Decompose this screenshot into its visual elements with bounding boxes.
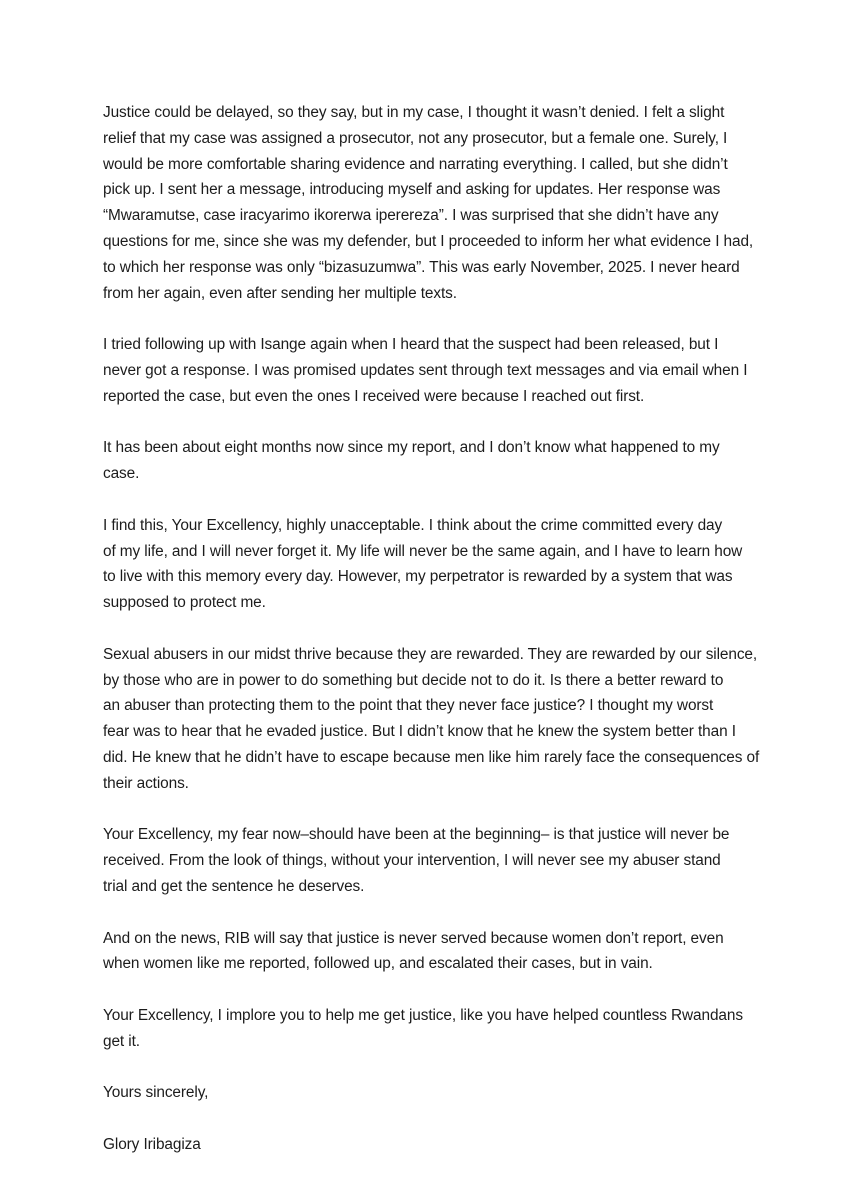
paragraph-line: an abuser than protecting them to the point that they never face justice? I thought my worst xyxy=(103,697,714,715)
letter-paragraph xyxy=(103,332,763,409)
letter-closing: Yours sincerely, xyxy=(103,1084,209,1102)
paragraph-line: when women like me reported, followed up, and escalated their cases, but in vain. xyxy=(103,955,653,973)
paragraph-line: And on the news, RIB will say that justice is never served because women don’t report, even xyxy=(103,929,724,947)
letter-paragraph xyxy=(103,642,763,797)
paragraph-line: “Mwaramutse, case iracyarimo ikorerwa iperereza”. I was surprised that she didn’t have any xyxy=(103,207,719,225)
letter-signature: Glory Iribagiza xyxy=(103,1135,201,1153)
letter-paragraph xyxy=(103,926,763,978)
paragraph-line: questions for me, since she was my defender, but I proceeded to inform her what evidence I had, xyxy=(103,232,754,250)
paragraph-line: It has been about eight months now since my report, and I don’t know what happened to my xyxy=(103,439,720,457)
paragraph-line: I tried following up with Isange again when I heard that the suspect had been released, but I xyxy=(103,336,719,354)
paragraph-line: relief that my case was assigned a prosecutor, not any prosecutor, but a female one. Surely, I xyxy=(103,129,728,147)
paragraph-line: received. From the look of things, without your intervention, I will never see my abuser stand xyxy=(103,852,721,870)
paragraph-line: would be more comfortable sharing evidence and narrating everything. I called, but she didn’t xyxy=(103,155,728,173)
paragraph-line: their actions. xyxy=(103,774,189,792)
paragraph-line: case. xyxy=(103,465,140,483)
paragraph-line: Justice could be delayed, so they say, but in my case, I thought it wasn’t denied. I felt a slight xyxy=(103,104,725,121)
paragraph-line: Sexual abusers in our midst thrive because they are rewarded. They are rewarded by our silence, xyxy=(103,645,758,663)
letter-paragraph xyxy=(103,822,763,899)
paragraph-line: did. He knew that he didn’t have to escape because men like him rarely face the consequences of xyxy=(103,748,760,766)
letter-paragraph xyxy=(103,1003,763,1055)
letter-paragraph xyxy=(103,435,763,487)
paragraph-line: never got a response. I was promised updates sent through text messages and via email when I xyxy=(103,361,748,379)
paragraph-line: to which her response was only “bizasuzumwa”. This was early November, 2025. I never heard xyxy=(103,258,740,276)
paragraph-line: trial and get the sentence he deserves. xyxy=(103,877,365,895)
paragraph-line: supposed to protect me. xyxy=(103,594,266,612)
paragraph-line: reported the case, but even the ones I received were because I reached out first. xyxy=(103,387,645,405)
letter-body xyxy=(103,100,763,1158)
paragraph-line: from her again, even after sending her multiple texts. xyxy=(103,284,457,302)
paragraph-line: pick up. I sent her a message, introducing myself and asking for updates. Her response was xyxy=(103,181,721,199)
paragraph-line: by those who are in power to do something but decide not to do it. Is there a better reward to xyxy=(103,671,724,689)
paragraph-line: of my life, and I will never forget it. My life will never be the same again, and I have to learn how xyxy=(103,542,743,560)
paragraph-line: Your Excellency, I implore you to help me get justice, like you have helped countless Rwandans xyxy=(103,1006,743,1024)
letter-paragraph xyxy=(103,100,763,306)
letter-paragraph xyxy=(103,513,763,616)
paragraph-line: to live with this memory every day. However, my perpetrator is rewarded by a system that was xyxy=(103,568,733,586)
paragraph-line: I find this, Your Excellency, highly unacceptable. I think about the crime committed every day xyxy=(103,516,723,534)
paragraph-line: fear was to hear that he evaded justice. But I didn’t know that he knew the system better than I xyxy=(103,723,736,741)
paragraph-line: get it. xyxy=(103,1032,140,1050)
paragraph-line: Your Excellency, my fear now–should have been at the beginning– is that justice will never be xyxy=(103,826,730,844)
